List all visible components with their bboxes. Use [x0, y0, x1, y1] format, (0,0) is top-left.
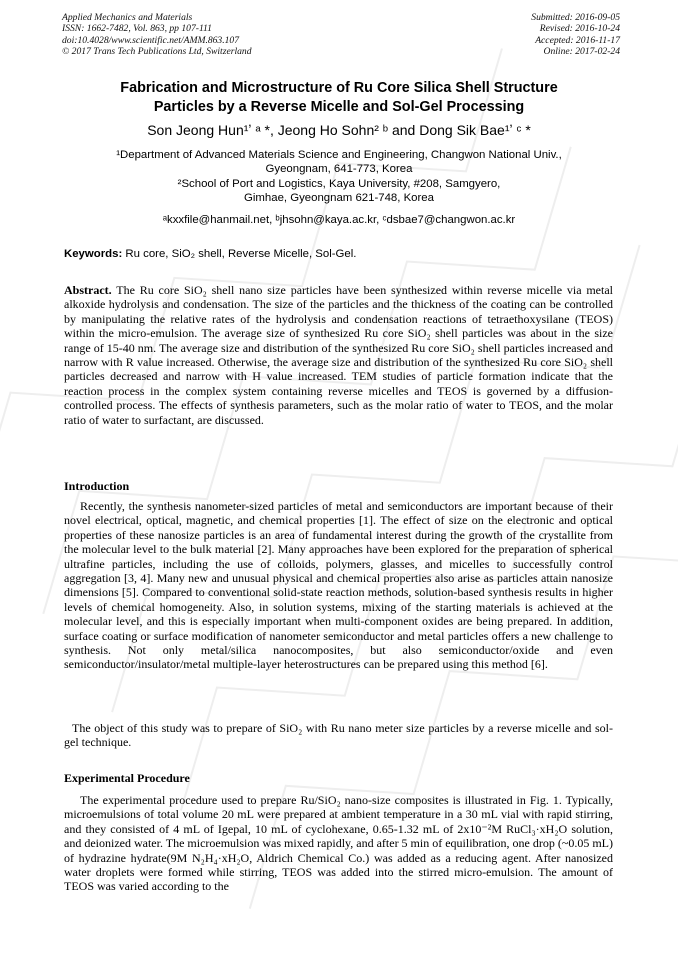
journal-header-right — [531, 12, 620, 58]
abstract-text: The Ru core SiO₂ shell nano size particles have been synthesized within reverse micelle via metal alkoxide hydrolysis and condensation. The size of the particles and the thickness of the coating can be controlled by manipulating the relative rates of the hydrolysis and condensation reactions of tetraethoxysilane (TEOS) within the micro-emulsion. The average size of synthesized Ru core SiO₂ shell particles was about in the size range of 15-40 nm. The average size and distribution of the synthesized Ru core SiO₂ shell particles increased and narrow with R value increased. Otherwise, the average size and distribution of the synthesized Ru core SiO₂ shell particles decreased and narrow with H value increased. TEM studies of particle formation indicate that the reaction process in the complex system containing reverse micelles and TEOS is governed by a diffusion-controlled process. The effects of synthesis parameters, such as the molar ratio of water to TEOS, and the molar ratio of water to surfactant, are discussed. — [64, 283, 613, 427]
affiliation-line-1: ¹Department of Advanced Materials Science and Engineering, Changwon National Univ., — [116, 149, 562, 161]
journal-header-left — [62, 12, 252, 58]
keywords — [64, 247, 624, 261]
abstract — [64, 283, 613, 427]
keywords-text: Ru core, SiO₂ shell, Reverse Micelle, Sol-Gel. — [125, 248, 357, 260]
title-line-2: Particles by a Reverse Micelle and Sol-Gel Processing — [153, 99, 525, 115]
keywords-label: Keywords: — [64, 248, 123, 260]
online-date: Online: 2017-02-24 — [543, 46, 620, 58]
affiliation-line-4: Gimhae, Gyeongnam 621-748, Korea — [244, 192, 434, 205]
affiliation-line-3: ²School of Port and Logistics, Kaya University, #208, Samgyero, — [177, 177, 501, 190]
author-list: Son Jeong Hun¹ʼ ᵃ *, Jeong Ho Sohn² ᵇ and Dong Sik Bae¹ʼ ᶜ * — [147, 122, 531, 138]
submitted-date: Submitted: 2016-09-05 — [531, 12, 620, 23]
issn: ISSN: 1662-7482, Vol. 863, pp 107-111 — [62, 23, 212, 35]
experimental-paragraph-1: The experimental procedure used to prepare Ru/SiO₂ nano-size composites is illustrated in Fig. 1. Typically, microemulsions of total volume 20 mL were prepared at ambient temperature in a 30 mL vial with rapid stirring, and they consisted of 4 mL of Igepal, 10 mL of cyclohexane, 0.65-1.32 mL of 2x10⁻²M RuCl₃·xH₂O solution, and deionized water. The microemulsion was mixed rapidly, and after 5 min of equilibration, one drop (~0.05 mL) of hydrazine hydrate(9M N₂H₄·xH₂O, Aldrich Chemical Co.) was added as a reducing agent. After nanosized water droplets were formed while stirring, TEOS was added into the stirred micro-emulsion. The amount of TEOS was varied according to the — [64, 793, 614, 894]
experimental-heading: Experimental Procedure — [64, 771, 190, 785]
introduction-paragraph-1: Recently, the synthesis nanometer-sized particles of metal and semiconductors are important because of their novel electrical, optical, magnetic, and chemical properties [1]. The effect of size on the electronic and optical properties of these nanosize particles is an area of fundamental interest during the growth of the crystallite from the molecular level to the bulk material [2]. Many approaches have been explored for the preparation of spherical ultrafine particles, including the use of colloids, polymers, glasses, and micelles to successfully control aggregation [3, 4]. Many new and unusual physical and chemical properties also arise as particles attain nanosize dimensions [5]. Compared to conventional solid-state reaction methods, solution-based synthesis results in higher levels of chemical homogeneity. Also, in solution systems, mixing of the starting materials is achieved at the molecular level, and this is especially important when multi-component oxides are being prepared. In addition, surface coating or surface modification of nanometer semiconductor and metal particles offers a new challenge to synthesis. Not only metal/silica nanocomposites, but also semiconductor/oxide and even semiconductor/insulator/metal multiple-layer heterostructures can be prepared using this method [6]. — [64, 499, 613, 672]
revised-date: Revised: 2016-10-24 — [539, 23, 620, 35]
introduction-heading: Introduction — [64, 479, 130, 493]
doi[interactable]: doi:10.4028/www.scientific.net/AMM.863.107 — [62, 34, 240, 46]
abstract-label: Abstract. — [64, 283, 112, 297]
title-line-1: Fabrication and Microstructure of Ru Core Silica Shell Structure — [120, 80, 558, 96]
copyright: © 2017 Trans Tech Publications Ltd, Switzerland — [62, 46, 252, 58]
introduction-paragraph-2: The object of this study was to prepare of SiO₂ with Ru nano meter size particles by a reverse micelle and sol-gel technique. — [64, 721, 613, 750]
affiliations — [60, 148, 618, 206]
journal-name: Applied Mechanics and Materials — [62, 12, 193, 23]
paper-title — [60, 79, 618, 117]
affiliation-line-2: Gyeongnam, 641-773, Korea — [265, 163, 413, 176]
accepted-date: Accepted: 2016-11-17 — [535, 34, 620, 46]
author-emails[interactable]: ᵃkxxfile@hanmail.net, ᵇjhsohn@kaya.ac.kr, ᶜdsbae7@changwon.ac.kr — [162, 214, 516, 226]
